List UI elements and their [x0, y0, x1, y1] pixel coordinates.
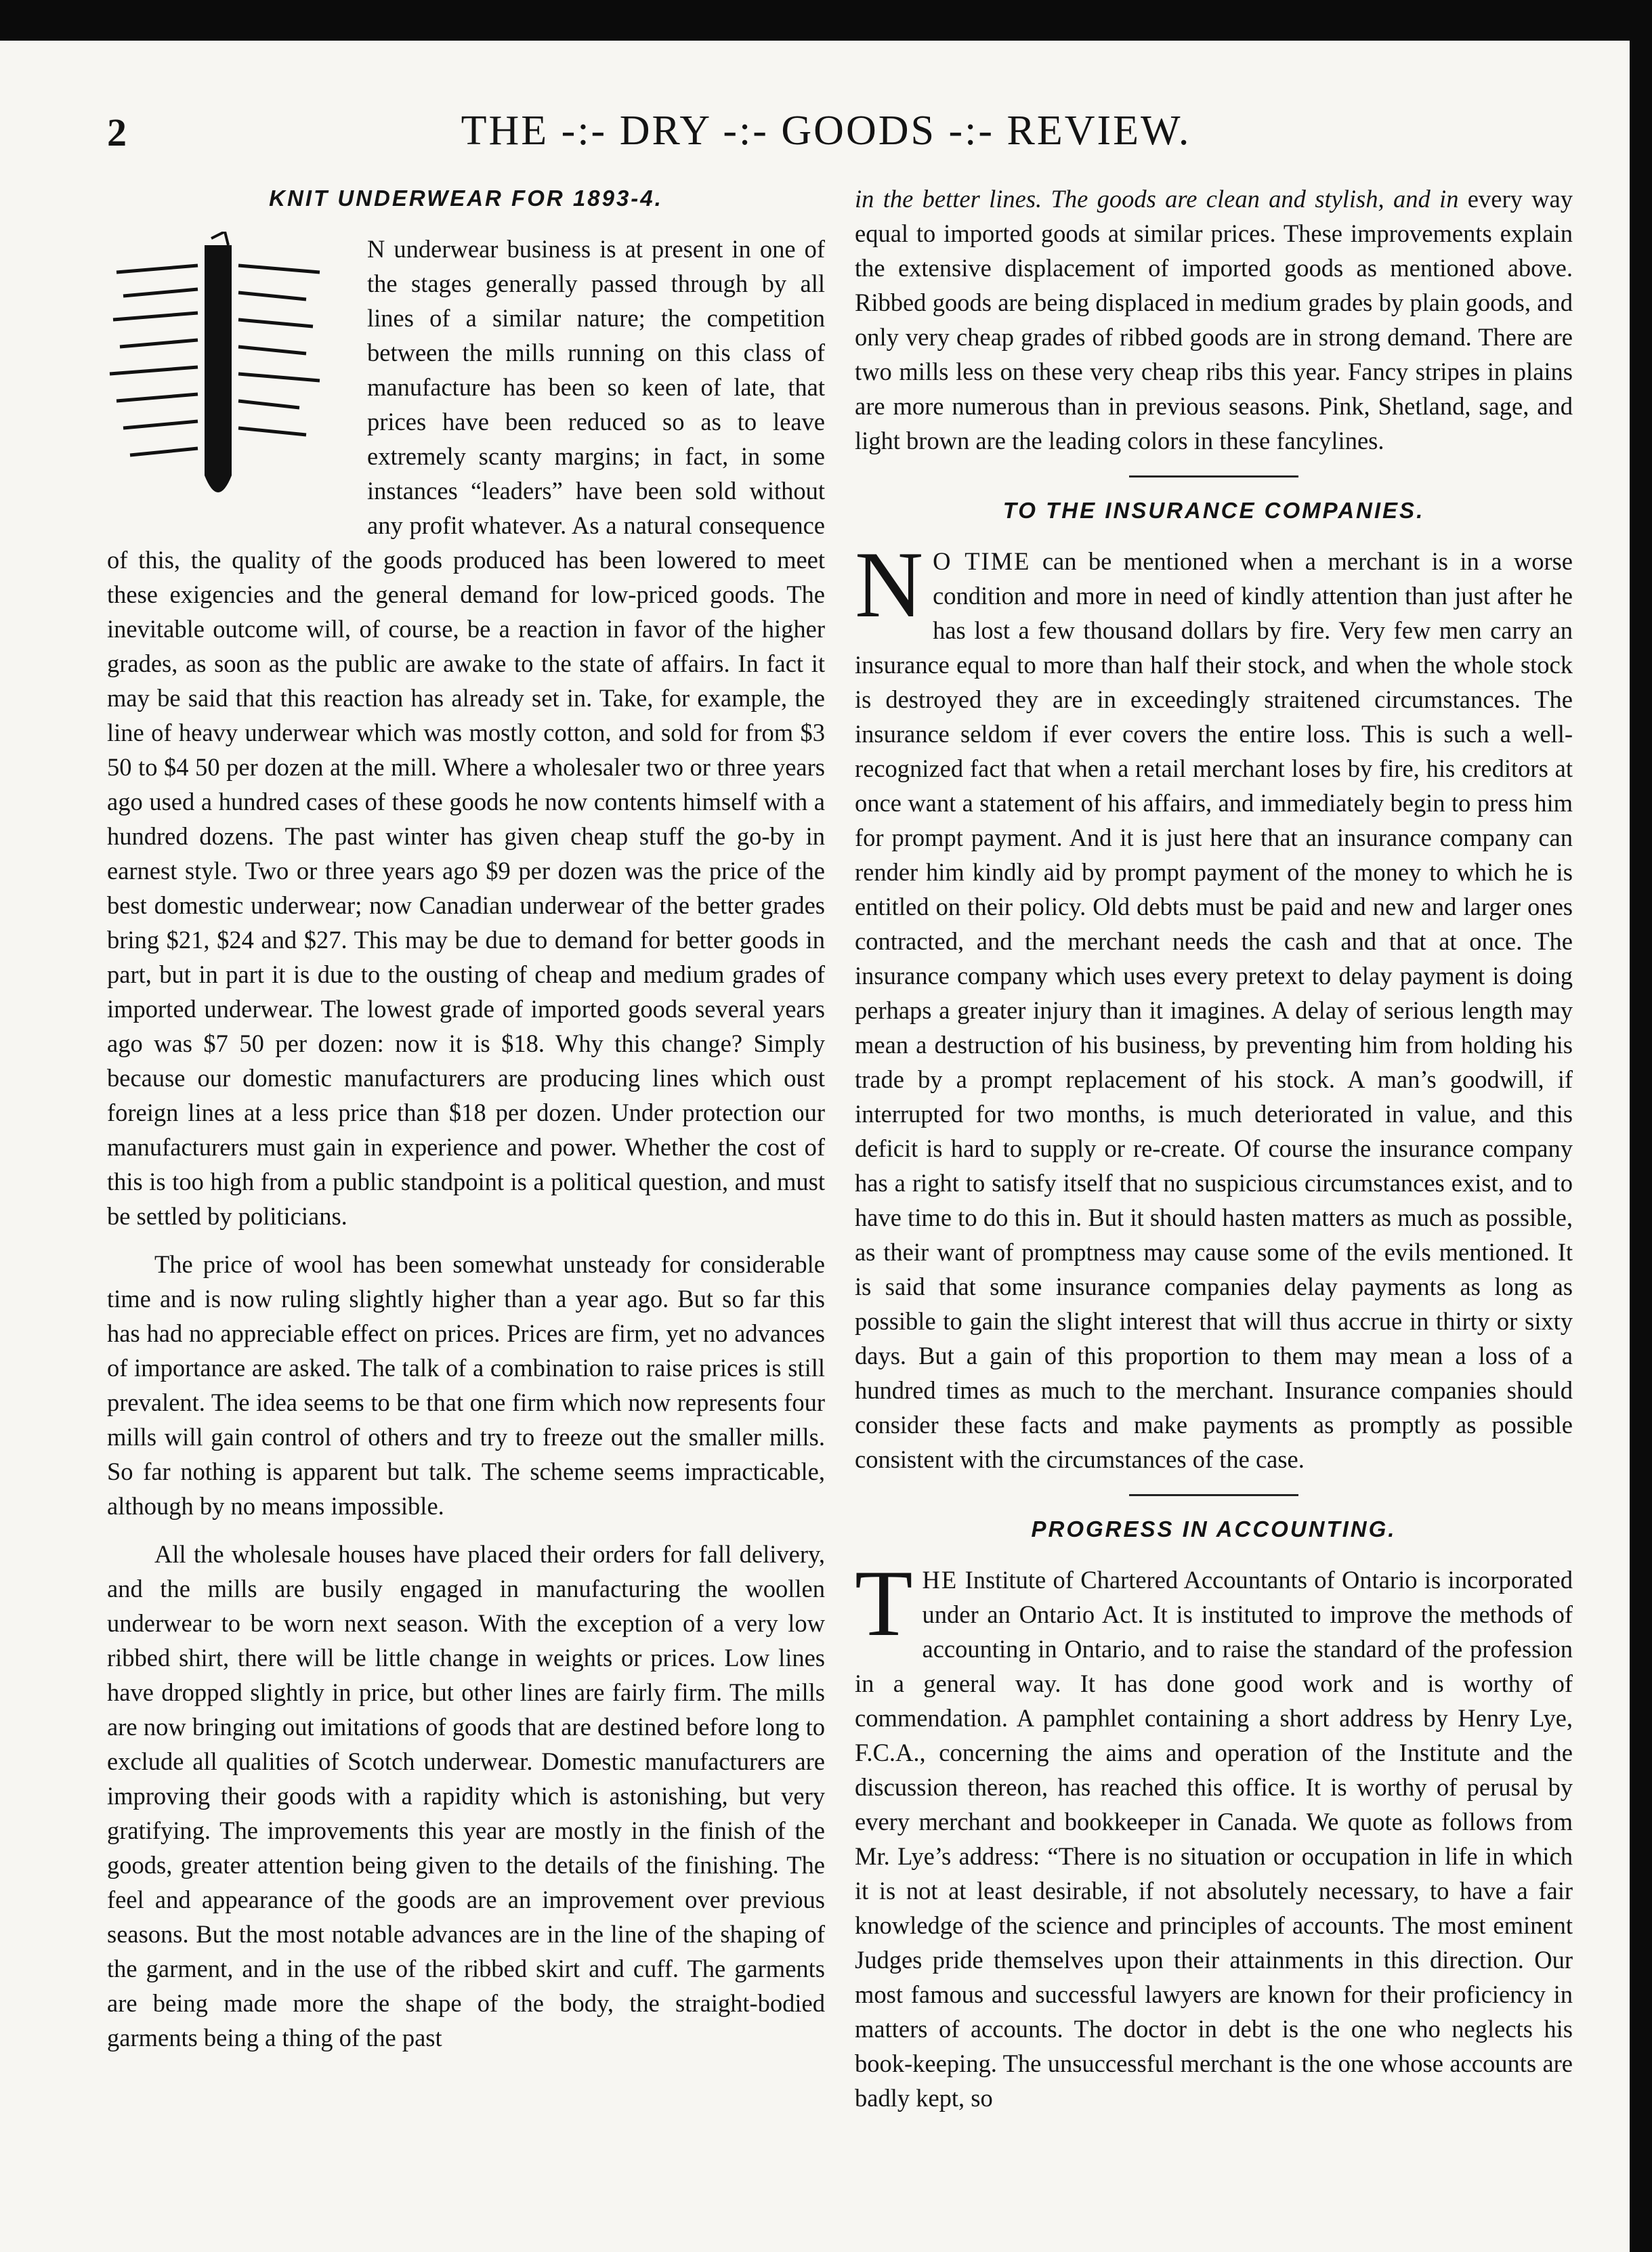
insurance-lead-in: O TIME — [933, 547, 1031, 575]
insurance-companies-heading: TO THE INSURANCE COMPANIES. — [1002, 498, 1425, 523]
knit-underwear-paragraph-3: All the wholesale houses have placed their orders for fall delivery, and the mills are busily engaged in manufacturing the woollen underwear to be worn next season. With the exception of a very low ribbed shirt, there will be little change in weights or prices. Low lines have dropped slightly in price, but other lines are fairly firm. The mills are now bringing out imitations of goods that are destined before long to exclude all qualities of Scotch underwear. Domestic manufacturers are improving their goods with a rapidity which is astonishing, but very gratifying. The improvements this year are mostly in the finish of the goods, greater attention being given to the details of the finishing. The feel and appearance of the goods are an improvement over previous seasons. But the most notable advances are in the line of the shaping of the garment, and in the use of the ribbed skirt and cuff. The garments are being made more the shape of the body, the straight-bodied garments being a thing of the past — [107, 1540, 825, 2052]
knit-underwear-heading: KNIT UNDERWEAR FOR 1893-4. — [269, 186, 663, 211]
knit-underwear-paragraph-1 — [107, 232, 825, 1233]
progress-in-accounting-heading: PROGRESS IN ACCOUNTING. — [1031, 1516, 1397, 1542]
knit-underwear-continuation — [855, 182, 1573, 458]
scan-right-border — [1630, 0, 1652, 2252]
knit-underwear-continuation-text: every way equal to imported goods at similar prices. These improvements explain the extensive displacement of imported goods as mentioned above. Ribbed goods are being displaced in medium grades by plain goods, and only very cheap grades of ribbed goods are in strong demand. There are two mills less on these very cheap ribs this year. Fancy stripes in plains are more numerous than in previous seasons. Pink, Shetland, sage, and light brown are the leading colors in these fancylines. — [855, 185, 1573, 454]
accounting-drop-cap: T — [855, 1551, 913, 1656]
progress-in-accounting-paragraph — [855, 1551, 1573, 2115]
knit-underwear-paragraph-2: The price of wool has been somewhat unsteady for considerable time and is now ruling slightly higher than a year ago. But so far this has had no appreciable effect on prices. Prices are firm, yet no advances of importance are asked. The talk of a combination to raise prices is still prevalent. The idea seems to be that one firm which now represents four mills will gain control of others and try to freeze out the smaller mills. So far nothing is apparent but talk. The scheme seems impracticable, although by no means impossible. — [107, 1250, 825, 1520]
accounting-lead-in: HE — [922, 1566, 958, 1594]
insurance-companies-text: can be mentioned when a merchant is in a worse condition and more in need of kindly attention than just after he has lost a few thousand dollars by fire. Very few men carry an insurance equal to more than half their stock, and when the whole stock is destroyed they are in exceedingly straitened circumstances. The insurance seldom if ever covers the entire loss. This is such a well-recognized fact that when a retail merchant loses by fire, his creditors at once want a statement of his affairs, and immediately begin to press him for prompt payment. And it is just here that an insurance company can render him kindly aid by prompt payment of the money to which he is entitled on their policy. Old debts must be paid and new and larger ones contracted, and the merchant needs the cash and that at once. The insurance company which uses every pretext to delay payment is doing perhaps a greater injury than it imagines. A delay of serious length may mean a destruction of his business, by preventing him from holding his trade by a prompt replacement of his stock. A man’s goodwill, if interrupted for two months, is much deteriorated in value, and this deficit is hard to supply or re-create. Of course the insurance company has a right to satisfy itself that no suspicious circumstances exist, and to have time to do this in. But it should hasten matters as much as possible, as their want of promptness may cause some of the evils mentioned. It is said that some insurance companies delay payments as long as possible to gain the slight interest that will thus accrue in thirty or sixty days. But a gain of this proportion to them may mean a loss of a hundred times as much to the merchant. Insurance companies should consider these facts and make payments as promptly as possible consistent with the circumstances of the case. — [855, 547, 1573, 1473]
page-number: 2 — [107, 110, 127, 154]
insurance-companies-paragraph — [855, 532, 1573, 1476]
left-column — [107, 182, 825, 2220]
knit-underwear-paragraph-1-text: N underwear business is at present in one of the stages generally passed through by all lines of a similar nature; the competition between the mills running on this class of manufacture has been so keen of late, that prices have been reduced so as to leave extremely scanty margins; in fact, in some instances “leaders” have been sold without any profit whatever. As a natural consequence of this, the quality of the goods produced has been lowered to meet these exigencies and the general demand for low-priced goods. The inevitable outcome will, of course, be a reaction in favor of the higher grades, as soon as the public are awake to the state of affairs. In fact it may be said that this reaction has already set in. Take, for example, the line of heavy underwear which was mostly cotton, and sold for from $3 50 to $4 50 per dozen at the mill. Where a wholesaler two or three years ago used a hundred cases of these goods he now contents himself with a hundred dozens. The past winter has given cheap stuff the go-by in earnest style. Two or three years ago $9 per dozen was the price of the best domestic underwear; now Canadian underwear of the better grades bring $21, $24 and $27. This may be due to demand for better goods in part, but in part it is due to the ousting of cheap and medium grades of imported underwear. The lowest grade of imported goods several years ago was $7 50 per dozen: now it is $18. Why this change? Simply because our domestic manufacturers are producing lines which oust foreign lines at a less price than $18 per dozen. Under protection our manufacturers must gain in experience and power. Whether the cost of this is too high from a public standpoint is a political question, and must be settled by politicians. — [107, 235, 825, 1230]
decorative-initial-i-illustration — [107, 232, 354, 516]
masthead-title: THE -:- DRY -:- GOODS -:- REVIEW. — [461, 108, 1191, 154]
insurance-drop-cap: N — [855, 532, 924, 637]
section-divider-rule — [1129, 475, 1298, 477]
right-column — [855, 182, 1573, 2220]
scan-top-border — [0, 0, 1652, 41]
progress-in-accounting-text: Institute of Chartered Accountants of Ontario is incorporated under an Ontario Act. It is instituted to improve the methods of accounting in Ontario, and to raise the standard of the profession in a general way. It has done good work and is worthy of commendation. A pamphlet containing a short address by Henry Lye, F.C.A., concerning the aims and operation of the Institute and the discussion thereon, has reached this office. It is worthy of perusal by every merchant and bookkeeper in Canada. We quote as follows from Mr. Lye’s address: “There is no situation or occupation in life in which it is not at least desirable, if not absolutely necessary, to have a fair knowledge of the science and principles of accounts. The most eminent Judges pride themselves upon their attainments in this direction. Our most famous and successful lawyers are known for their proficiency in matters of accounts. The doctor in debt is the one who neglects his book-keeping. The unsuccessful merchant is the one whose accounts are badly kept, so — [855, 1566, 1573, 2112]
knit-underwear-continuation-italic: in the better lines. The goods are clean and stylish, and in — [855, 185, 1459, 213]
section-divider-rule — [1129, 1494, 1298, 1496]
